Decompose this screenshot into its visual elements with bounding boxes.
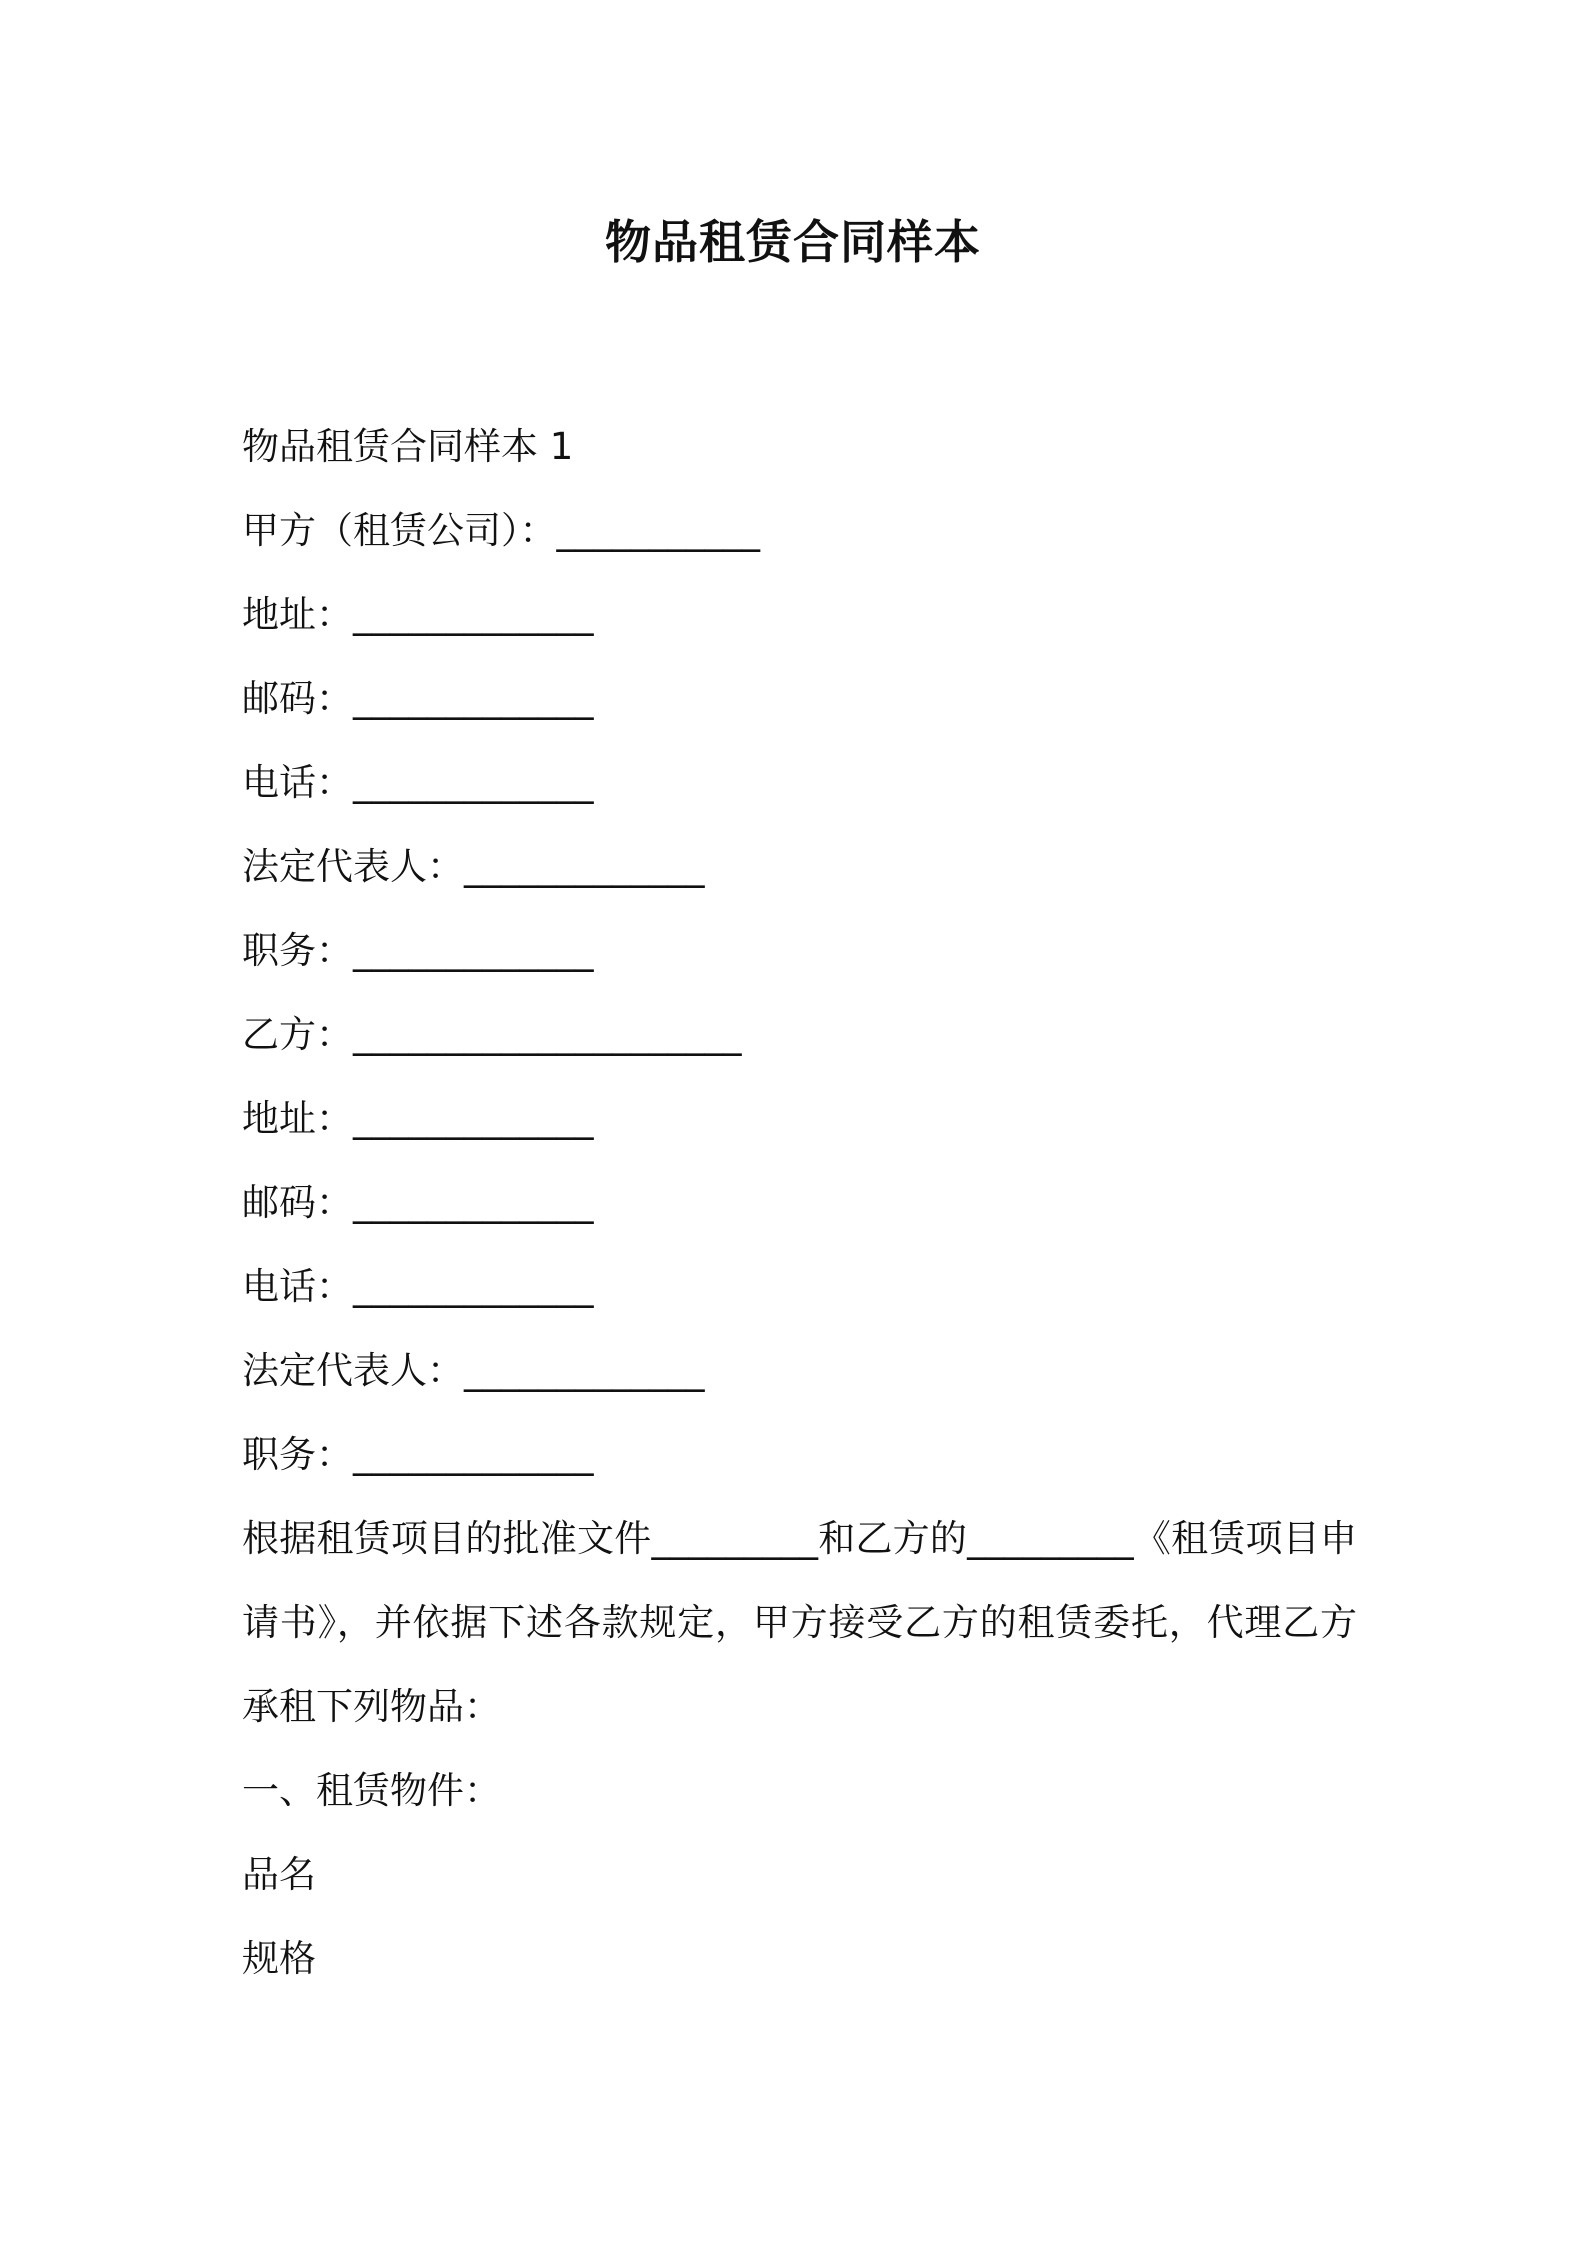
party-a-phone [242,741,1357,825]
field-blank: _____________ [353,1265,594,1308]
section-1-heading: 一、租赁物件： [242,1769,501,1812]
party-b-blank: _____________________ [353,1013,742,1056]
field-label: 职务： [242,1433,353,1476]
field-blank: _____________ [353,593,594,636]
party-b-phone [242,1245,1357,1329]
item-name-label: 品名 [242,1853,316,1896]
field-blank: _____________ [464,845,705,888]
field-blank: _____________ [464,1349,705,1392]
field-label: 电话： [242,761,353,804]
party-b-postcode [242,1161,1357,1245]
party-b-label: 乙方： [242,1013,353,1056]
party-a-legal-rep [242,825,1357,909]
party-a-label: 甲方（租赁公司）： [242,509,557,552]
field-label: 职务： [242,929,353,972]
party-b-address [242,1077,1357,1161]
field-label: 邮码： [242,1181,353,1224]
contract-body [242,405,1357,2001]
field-blank: _____________ [353,1097,594,1140]
field-blank: _____________ [353,1433,594,1476]
intro-paragraph: 根据租赁项目的批准文件_________和乙方的_________《租赁项目申请书》，并依据下述各款规定，甲方接受乙方的租赁委托，代理乙方承租下列物品： [242,1517,1357,1728]
contract-subtitle: 物品租赁合同样本 1 [242,425,574,468]
field-label: 电话： [242,1265,353,1308]
field-blank: _____________ [353,929,594,972]
party-a-postcode [242,657,1357,741]
item-spec-label: 规格 [242,1937,316,1980]
field-label: 地址： [242,1097,353,1140]
party-b-legal-rep [242,1329,1357,1413]
field-blank: _____________ [353,1181,594,1224]
party-a-blank: ___________ [556,509,760,552]
field-blank: _____________ [353,677,594,720]
party-b-heading [242,993,1357,1077]
field-label: 法定代表人： [242,1349,464,1392]
party-a-position [242,909,1357,993]
party-a-address [242,573,1357,657]
field-label: 邮码： [242,677,353,720]
field-label: 法定代表人： [242,845,464,888]
party-b-position [242,1413,1357,1497]
page-title: 物品租赁合同样本 [605,215,981,269]
field-label: 地址： [242,593,353,636]
field-blank: _____________ [353,761,594,804]
party-a-heading [242,489,1357,573]
